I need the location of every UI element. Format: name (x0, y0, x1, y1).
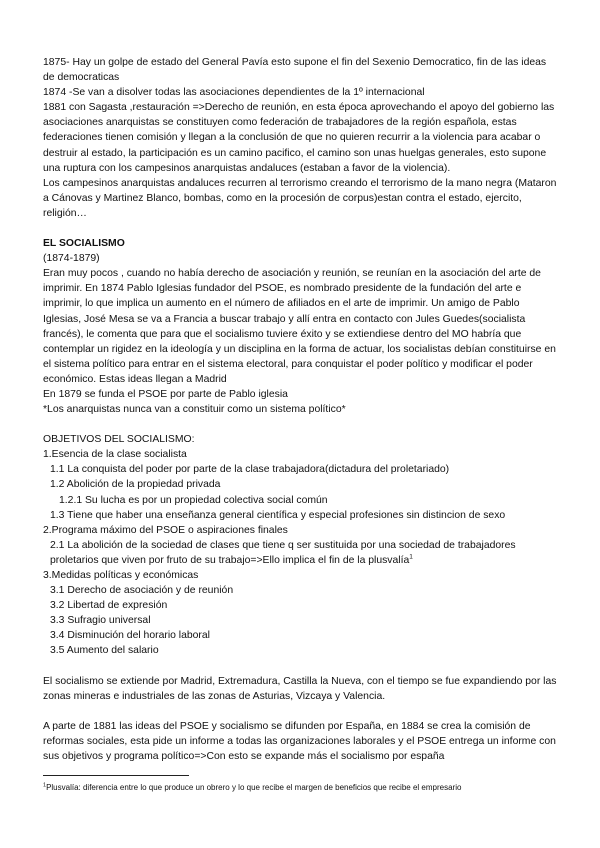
footnote-marker: 1 (43, 782, 47, 789)
objective-3-1: 3.1 Derecho de asociación y de reunión (50, 585, 234, 597)
footnote (43, 782, 560, 794)
history-mano-negra: Los campesinos anarquistas andaluces recurren al terrorismo creando el terrorismo de la mano negra (Mataron a Cánovas y Martinez Blanco, bombas, como en la procesión de corpus)estan contra el estado, ejercito, religión… (43, 177, 557, 219)
history-1874: 1874 -Se van a disolver todas las asociaciones dependientes de la 1º internacional (43, 87, 425, 99)
socialism-dates: (1874-1879) (43, 253, 100, 265)
objective-2-1-text: 2.1 La abolición de la sociedad de clases que tiene q ser sustituida por una sociedad de trabajadores proletarios que viven por fruto de su trabajo=>Ello implica el fin de la plusvalía (50, 539, 516, 566)
objective-1: 1.Esencia de la clase socialista (43, 449, 187, 461)
socialism-heading: EL SOCIALISMO (43, 238, 125, 250)
footnote-separator (43, 775, 189, 776)
from-1881-paragraph: A parte de 1881 las ideas del PSOE y socialismo se difunden por España, en 1884 se crea la comisión de reformas sociales, esta pide un informe a todas las organizaciones laborales y el PSOE entrega un informe con sus objetivos y programa político=>Con esto se expande más el socialismo por españa (43, 720, 556, 762)
objective-3-2: 3.2 Libertad de expresión (50, 600, 168, 612)
objective-1-2: 1.2 Abolición de la propiedad privada (50, 479, 221, 491)
objective-1-1: 1.1 La conquista del poder por parte de la clase trabajadora(dictadura del proletariado) (50, 464, 450, 476)
objective-2-1 (43, 538, 560, 568)
objective-1-3: 1.3 Tiene que haber una enseñanza general científica y especial profesiones sin distincion de sexo (50, 509, 506, 521)
objective-1-2-1: 1.2.1 Su lucha es por un propiedad colectiva social común (59, 494, 328, 506)
anarchist-quote: *Los anarquistas nunca van a constituir como un sistema político* (43, 404, 346, 416)
objective-3: 3.Medidas políticas y económicas (43, 570, 199, 581)
objective-3-3: 3.3 Sufragio universal (50, 615, 151, 627)
socialism-body: Eran muy pocos , cuando no había derecho de asociación y reunión, se reunían en la asociación del arte de imprimir. En 1874 Pablo Iglesias fundador del PSOE, es nombrado presidente de la fundación del arte e imprimir, lo que implica un aumento en el número de afiliados en el arte de imprimir. Un amigo de Pablo Iglesias, José Mesa se va a Francia a buscar trabajo y allí entra en contacto con Jules Guedes(socialista francés), le comenta que para que el socialismo tuviere éxito y se extiendiese dentro del MO habría que contemplar un rigidez en la ideología y un disciplina en la forma de actuar, los socialistas debían constituirse en el sistema político para entrar en el sistema electoral, para conquistar el poder político y modificar el poder económico. Estas ideas llegan a Madrid (43, 268, 556, 385)
objective-3-4: 3.4 Disminución del horario laboral (50, 630, 210, 642)
psoe-founding: En 1879 se funda el PSOE por parte de Pablo iglesia (43, 388, 288, 400)
footnote-reference[interactable]: 1 (409, 553, 413, 561)
objective-3-5: 3.5 Aumento del salario (50, 645, 159, 657)
objectives-heading: OBJETIVOS DEL SOCIALISMO: (43, 434, 195, 446)
document-page (43, 55, 560, 764)
objective-2: 2.Programa máximo del PSOE o aspiraciones finales (43, 524, 288, 536)
history-1881: 1881 con Sagasta ,restauración =>Derecho de reunión, en esta época aprovechando el apoyo del gobierno las asociaciones anarquistas se constituyen como federación de trabajadores de la región española, estas federaciones tienen comisión y llegan a la conclusión de que no quieren recurrir a la violencia para acabar o destruir al estado, la participación es un camino pacifico, el camino son unas huelgas generales, esto supone una ruptura con los campesinos anarquistas andaluces (estaban a favor de la violencia). (43, 102, 555, 174)
footnote-text: Plusvalía: diferencia entre lo que produce un obrero y lo que recibe el margen de beneficios que recibe el empresario (46, 783, 462, 792)
history-1875: 1875- Hay un golpe de estado del General Pavía esto supone el fin del Sexenio Democratico, fin de las ideas de democraticas (43, 57, 547, 84)
expansion-paragraph: El socialismo se extiende por Madrid, Extremadura, Castilla la Nueva, con el tiempo se fue expandiendo por las zonas mineras e industriales de las zonas de Asturias, Vizcaya y Valencia. (43, 675, 557, 702)
